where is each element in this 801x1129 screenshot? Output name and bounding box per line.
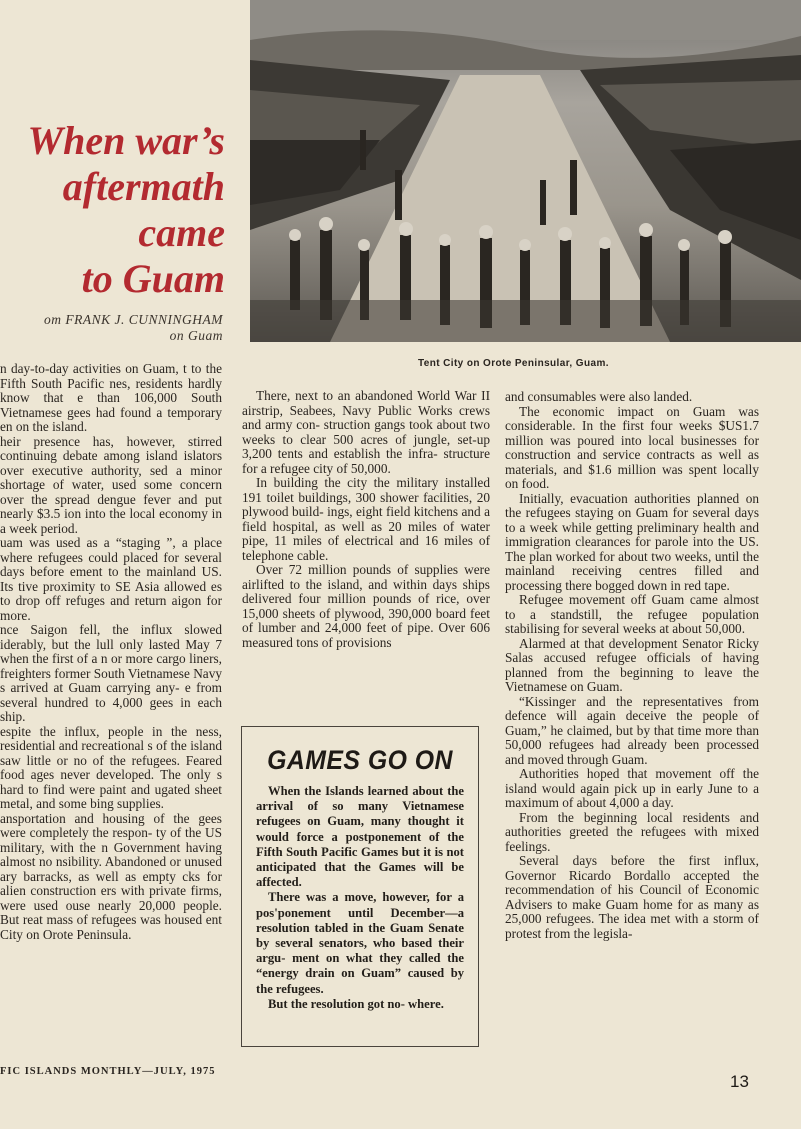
paragraph: heir presence has, however, stirred continuing debate among island islators over executive authority, sed a minor shortage of water, used some concern over the spread dengue fever and put nearly $3.5 ion into the local economy in a week period. — [0, 433, 222, 536]
article-headline — [0, 118, 225, 302]
sidebar-title: GAMES GO ON — [267, 745, 453, 775]
paragraph: The economic impact on Guam was considerable. In the first four weeks $US1.7 million was poured into local businesses for construction and service contracts as well as materials, and $1.6 million was spent locally on food. — [505, 403, 759, 491]
sidebar-body — [256, 784, 464, 1012]
paragraph: In building the city the military installed 191 toilet buildings, 300 shower facilities, 20 plywood build- ings, eight field kitchens and a field hospital, as well as 20 miles of water pipe, 11 miles of electrical and 16 miles of telephone cable. — [242, 475, 490, 563]
headline-line: came — [138, 210, 225, 255]
headline-line: to Guam — [81, 256, 225, 301]
headline-line: When war’s — [27, 118, 225, 163]
paragraph: Several days before the first influx, Governor Ricardo Bordallo accepted the recommendation of his Council of Economic Advisers to make Guam home for as many as 25,000 refugees. The idea met with a storm of protest from the legisla- — [505, 853, 759, 941]
byline — [0, 312, 223, 344]
paragraph: uam was used as a “staging ”, a place where refugees could placed for several days before ement to the mainland US. Its tive proximity to SE Asia allowed es to drop off refuges and return aigon for more. — [0, 535, 222, 623]
paragraph: There, next to an abandoned World War II airstrip, Seabees, Navy Public Works crews and army con- struction gangs took about two weeks to clear 500 acres of jungle, set-up 3,200 tents and establish the infra- structure for a refugee city of 50,000. — [242, 388, 490, 476]
paragraph: Alarmed at that development Senator Ricky Salas accused refugee officials of having planned from the beginning to leave the Vietnamese on Guam. — [505, 635, 759, 694]
byline-location: on Guam — [169, 328, 223, 343]
paragraph: From the beginning local residents and authorities greeted the refugees with mixed feelings. — [505, 809, 759, 854]
paragraph: Authorities hoped that movement off the island would again pick up in early June to a maximum of about 4,000 a day. — [505, 766, 759, 810]
paragraph: “Kissinger and the representatives from defence will again deceive the people of Guam,” he claimed, but by that time more than 50,000 refugees had already been processed and moved through Guam. — [505, 693, 759, 767]
paragraph: Refugee movement off Guam came almost to a standstill, the refugee population stabilising for several weeks at about 50,000. — [505, 592, 759, 636]
sidebar-paragraph: When the Islands learned about the arrival of so many Vietnamese refugees on Guam, many thought it would force a postponement of the Fifth South Pacific Games but it is not anticipated that the Games will be affected. — [256, 784, 464, 890]
tent-city-photo — [250, 0, 801, 342]
page-footer: FIC ISLANDS MONTHLY—JULY, 1975 — [0, 1066, 216, 1077]
sidebar-paragraph: But the resolution got no- where. — [268, 996, 444, 1011]
article-column-3 — [505, 390, 759, 941]
paragraph: nce Saigon fell, the influx slowed iderably, but the lull only lasted May 7 when the first of a n or more cargo liners, freighters former South Vietnamese Navy s arrived at Guam carrying any- e from several hundred to 4,000 gees in each ship. — [0, 622, 222, 724]
photo-caption: Tent City on Orote Peninsular, Guam. — [418, 358, 609, 369]
sidebar-paragraph: There was a move, however, for a pos'ponement until December—a resolution tabled in the Guam Senate by several senators, who based their argu- ment on what they called the “energy drain on Guam” caused by the refugees. — [256, 890, 464, 996]
paragraph: Initially, evacuation authorities planned on the refugees staying on Guam for several days to a week while getting preliminary health and immigration clearances for parole into the US. The plan worked for about two weeks, until the mainland receiving centres filled and processing there bogged down in red tape. — [505, 490, 759, 593]
paragraph: espite the influx, people in the ness, residential and recreational s of the island saw little or no of the refugees. Feared food ages never developed. The only s hard to find were paint and ugated sheet metal, and some bing supplies. — [0, 723, 222, 811]
byline-author: om FRANK J. CUNNINGHAM — [44, 312, 223, 327]
tent-city-photo-illustration — [250, 0, 801, 342]
article-column-2 — [242, 389, 490, 650]
headline-line: aftermath — [62, 164, 225, 209]
article-column-1 — [0, 362, 222, 942]
paragraph: and consumables were also landed. — [505, 389, 693, 404]
games-go-on-sidebar — [241, 726, 479, 1047]
paragraph: Over 72 million pounds of supplies were airlifted to the island, and within days ships delivered four million pounds of rice, over 15,000 sheets of plywood, 390,000 board feet of lumber and 24,000 feet of pipe. Over 606 measured tons of provisions — [242, 562, 490, 650]
paragraph: n day-to-day activities on Guam, t to the Fifth South Pacific nes, residents hardly know that e than 106,000 South Vietnamese gees had found a temporary en on the island. — [0, 361, 222, 434]
page-number: 13 — [730, 1072, 749, 1091]
paragraph: ansportation and housing of the gees were completely the respon- ty of the US military, with the n Government having almost no nsibility. Abandoned or unused ary barracks, as well as empty cks for alien construction ers with private firms, were used ouse nearly 20,000 people. But reat mass of refugees was housed ent City on Orote Peninsula. — [0, 810, 222, 942]
